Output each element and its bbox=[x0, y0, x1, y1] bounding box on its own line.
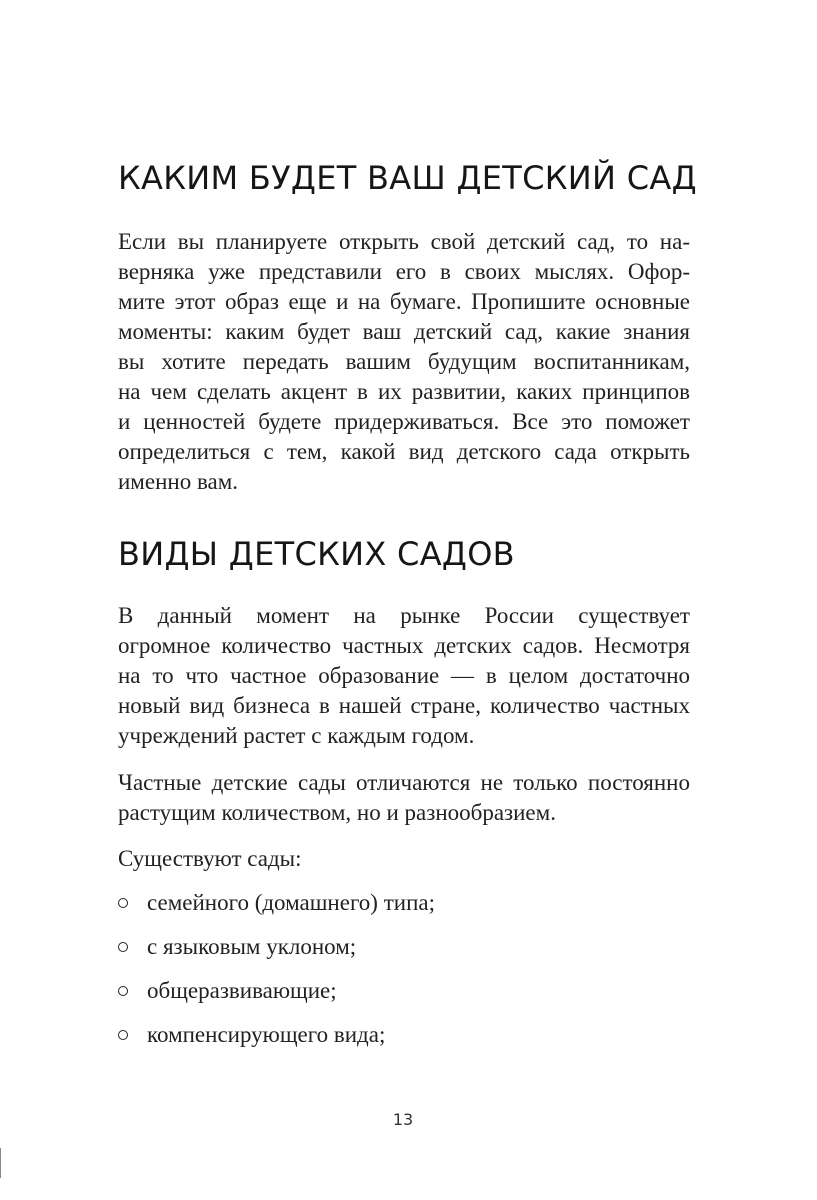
paragraph-line: учреждений растет с каждым годом. bbox=[118, 723, 475, 748]
paragraph-line: на то что частное образование — в целом достаточно bbox=[118, 663, 690, 688]
list-item bbox=[118, 888, 690, 932]
list-item-text: с языковым уклоном; bbox=[147, 934, 357, 959]
paragraph-list-intro bbox=[118, 844, 690, 874]
paragraph-line: именно вам. bbox=[118, 469, 239, 494]
circle-bullet-icon bbox=[118, 986, 128, 996]
paragraph-line: Если вы планируете открыть свой детский сад, то на- bbox=[118, 229, 690, 254]
paragraph-line: Частные детские сады отличаются не только постоянно bbox=[118, 770, 690, 795]
section-heading-kindergarten-vision: КАКИМ БУДЕТ ВАШ ДЕТСКИЙ САД bbox=[118, 159, 697, 197]
paragraph-line: новый вид бизнеса в нашей стране, количество частных bbox=[118, 693, 690, 718]
paragraph-line: Существуют сады: bbox=[118, 846, 302, 871]
circle-bullet-icon bbox=[118, 942, 128, 952]
paragraph-line: определиться с тем, какой вид детского сада открыть bbox=[118, 439, 690, 464]
paragraph-kindergarten-vision bbox=[118, 227, 690, 497]
list-item-text: общеразвивающие; bbox=[147, 978, 337, 1003]
paragraph-line: огромное количество частных детских садов. Несмотря bbox=[118, 633, 690, 658]
page-edge-divider bbox=[0, 1148, 1, 1178]
paragraph-line: В данный момент на рынке России существует bbox=[118, 603, 690, 628]
list-item bbox=[118, 1020, 690, 1064]
paragraph-line: растущим количеством, но и разнообразием. bbox=[118, 800, 556, 825]
kindergarten-types-list bbox=[118, 888, 690, 1064]
paragraph-line: мите этот образ еще и на бумаге. Пропишите основные bbox=[118, 289, 690, 314]
circle-bullet-icon bbox=[118, 1030, 128, 1040]
list-item-text: компенсирующего вида; bbox=[147, 1022, 386, 1047]
list-item bbox=[118, 976, 690, 1020]
list-item-text: семейного (домашнего) типа; bbox=[147, 890, 435, 915]
paragraph-line: вы хотите передать вашим будущим воспитанникам, bbox=[118, 349, 690, 374]
paragraph-line: и ценностей будете придерживаться. Все это поможет bbox=[118, 409, 690, 434]
book-page bbox=[118, 0, 698, 1200]
paragraph-line: на чем сделать акцент в их развитии, каких принципов bbox=[118, 379, 690, 404]
paragraph-line: верняка уже представили его в своих мыслях. Офор- bbox=[118, 259, 690, 284]
paragraph-diversity bbox=[118, 768, 690, 828]
page-number: 13 bbox=[392, 1110, 414, 1129]
section-heading-kindergarten-types: ВИДЫ ДЕТСКИХ САДОВ bbox=[118, 535, 515, 573]
circle-bullet-icon bbox=[118, 898, 128, 908]
paragraph-market-overview bbox=[118, 601, 690, 751]
paragraph-line: моменты: каким будет ваш детский сад, какие знания bbox=[118, 319, 690, 344]
list-item bbox=[118, 932, 690, 976]
